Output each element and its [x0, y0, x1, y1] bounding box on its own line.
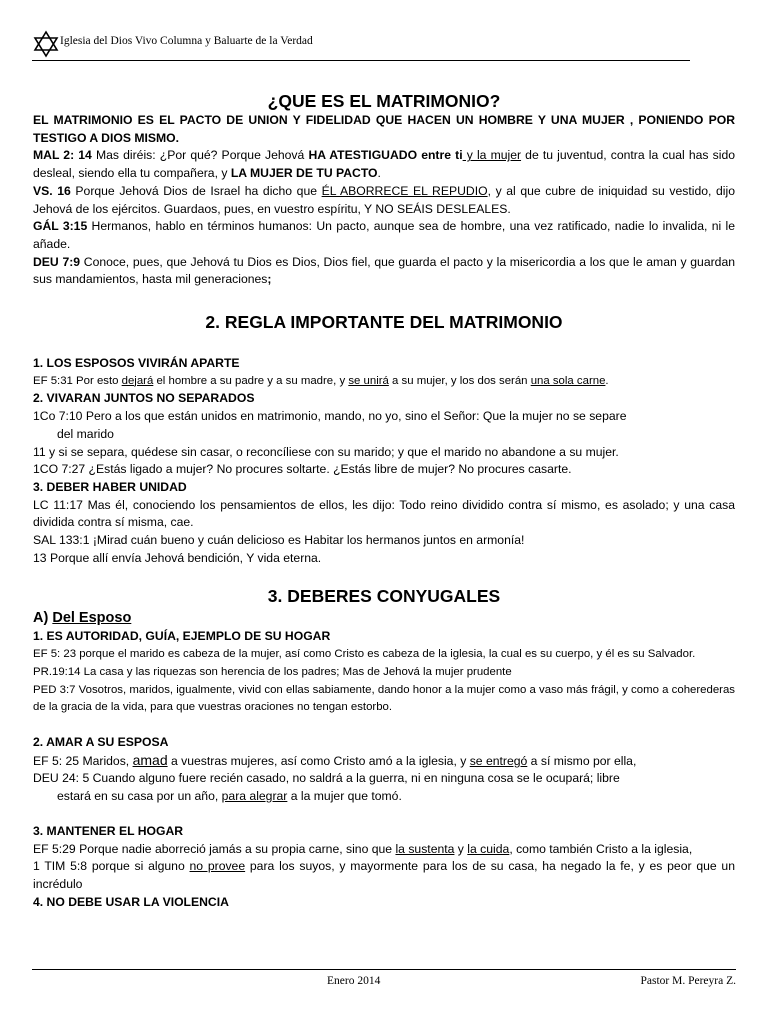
verse-underline: y la mujer: [462, 148, 522, 163]
verse-gal-3-15: [33, 218, 735, 253]
verse-1co-7-27: 1CO 7:27 ¿Estás ligado a mujer? No procures soltarte. ¿Estás libre de mujer? No procures casarte.: [33, 462, 572, 477]
verse-ef-5-29: [33, 841, 735, 859]
page-footer: [32, 969, 736, 987]
duty-heading: 4. NO DEBE USAR LA VIOLENCIA: [33, 894, 229, 909]
verse-underline: ÉL ABORRECE EL REPUDIO: [321, 183, 488, 198]
verse-text: a su mujer, y los dos serán: [388, 374, 531, 387]
verse-text: 1 TIM 5:8 porque si alguno: [33, 859, 190, 874]
verse-11: 11 y si se separa, quédese sin casar, o reconcíliese con su marido; y que el marido no abandone a su mujer.: [33, 444, 619, 459]
verse-text: .: [605, 374, 609, 387]
verse-text: EF 5:29 Porque nadie aborreció jamás a su propia carne, sino que: [33, 841, 396, 856]
section-title-regla: 2. REGLA IMPORTANTE DEL MATRIMONIO: [205, 312, 563, 333]
rule-heading: 1. LOS ESPOSOS VIVIRÁN APARTE: [33, 356, 240, 371]
rule-heading: 2. VIVARAN JUNTOS NO SEPARADOS: [33, 391, 255, 406]
verse-text: estará en su casa por un año,: [57, 789, 222, 804]
verse-text: EF 5: 25 Maridos,: [33, 753, 133, 768]
footer-author: Pastor M. Pereyra Z.: [640, 975, 736, 987]
subsection-prefix: A): [33, 610, 53, 627]
verse-text: Conoce, pues, que Jehová tu Dios es Dios, Dios fiel, que guarda el pacto y la misericordia a los que le aman y guardan sus mandamientos, hasta mil generaciones: [33, 254, 736, 287]
verse-text: Porque Jehová Dios de Israel ha dicho que: [70, 183, 322, 198]
verse-underline: se unirá: [348, 374, 389, 387]
verse-1tim-5-8: [33, 858, 735, 893]
verse-text: a la mujer que tomó.: [287, 789, 402, 804]
verse-ref: VS. 16: [33, 183, 71, 198]
verse-deu-24-5-cont: [33, 788, 735, 806]
verse-ref: GÁL 3:15: [33, 219, 88, 234]
star-of-david-icon: [32, 30, 60, 58]
organization-name: Iglesia del Dios Vivo Columna y Baluarte de la Verdad: [60, 35, 313, 47]
verse-emphasis: LA MUJER DE TU PACTO: [230, 166, 378, 181]
verse-ref: MAL 2: 14: [33, 148, 92, 163]
verse-1co-7-10: 1Co 7:10 Pero a los que están unidos en matrimonio, mando, no yo, sino el Señor: Que la mujer no se separe: [33, 409, 627, 424]
verse-underline: para alegrar: [221, 789, 288, 804]
rule-heading: 3. DEBER HABER UNIDAD: [33, 479, 187, 494]
verse-ped-3-7: PED 3:7 Vosotros, maridos, igualmente, vivid con ellas sabiamente, dando honor a la mujer como a vaso más frágil, y como a coherederas de la gracia de la vida, para que vuestras oraciones no tengan estorbo.: [33, 683, 735, 714]
verse-emphasis: entre ti: [421, 148, 463, 163]
verse-ef-5-23: EF 5: 23 porque el marido es cabeza de la mujer, así como Cristo es cabeza de la iglesia, la cual es su cuerpo, y él es su Salvador.: [33, 648, 696, 661]
verse-text: .: [377, 166, 381, 181]
verse-text: el hombre a su padre y a su madre, y: [153, 374, 349, 387]
verse-text: Por esto: [72, 374, 122, 387]
verse-emphasis: HA ATESTIGUADO: [308, 148, 418, 163]
verse-vs-16: [33, 183, 735, 218]
verse-13: 13 Porque allí envía Jehová bendición, Y vida eterna.: [33, 550, 322, 565]
verse-pr-19-14: PR.19:14 La casa y las riquezas son herencia de los padres; Mas de Jehová la mujer prudente: [33, 665, 512, 678]
duty-heading: 2. AMAR A SU ESPOSA: [33, 734, 169, 749]
verse-text: y: [454, 841, 468, 856]
verse-underline: dejará: [121, 374, 154, 387]
verse-text: a sí mismo por ella,: [527, 753, 637, 768]
verse-ef-5-25: [33, 752, 735, 771]
subsection-label: Del Esposo: [52, 610, 132, 627]
verse-text: ;: [267, 272, 272, 287]
verse-text: , y al que cubre de iniquidad su vestido, dijo Jehová de los ejércitos. Guardaos, pues, en vuestro espíritu, Y NO SEÁIS DESLEALES.: [33, 183, 735, 216]
verse-ef-5-31: [33, 373, 735, 391]
verse-underline: se entregó: [469, 753, 528, 768]
verse-underline: la cuida: [467, 841, 510, 856]
verse-text: Mas diréis: ¿Por qué? Porque Jehová: [91, 148, 309, 163]
section-title-matrimonio: ¿QUE ES EL MATRIMONIO?: [267, 91, 501, 111]
verse-ref: DEU 7:9: [33, 254, 81, 269]
duty-heading: 1. ES AUTORIDAD, GUÍA, EJEMPLO DE SU HOGAR: [33, 629, 331, 644]
verse-underline: amad: [132, 751, 168, 768]
verse-text: para los suyos, y mayormente para los de su casa, ha negado la fe, y es peor que un incrédulo: [33, 859, 735, 891]
verse-text: de tu juventud, contra la cual has sido desleal, siendo ella tu compañera, y: [33, 148, 736, 181]
verse-ref: EF 5:31: [33, 374, 73, 387]
verse-deu-24-5: DEU 24: 5 Cuando alguno fuere recién casado, no saldrá a la guerra, ni en ninguna cosa se le ocupará; libre: [33, 771, 620, 786]
duty-heading: 3. MANTENER EL HOGAR: [33, 823, 184, 838]
definition-text: EL MATRIMONIO ES EL PACTO DE UNION Y FIDELIDAD QUE HACEN UN HOMBRE Y UNA MUJER , PONIENDO POR TESTIGO A DIOS MISMO.: [33, 113, 735, 145]
section-title-deberes: 3. DEBERES CONYUGALES: [267, 586, 501, 607]
document-body: [33, 90, 735, 911]
verse-underline: una sola carne: [530, 374, 606, 387]
verse-mal-2-14: [33, 147, 735, 182]
verse-1co-7-10-cont: del marido: [57, 426, 114, 441]
verse-underline: la sustenta: [395, 841, 455, 856]
verse-text: Hermanos, hablo en términos humanos: Un pacto, aunque sea de hombre, una vez ratificado, nadie lo invalida, ni le añade.: [33, 219, 735, 251]
subsection-del-esposo: [33, 609, 735, 628]
verse-underline: no provee: [189, 859, 246, 874]
verse-lc-11-17: LC 11:17 Mas él, conociendo los pensamientos de ellos, les dijo: Todo reino dividido contra sí mismo, es asolado; y una casa dividida contra sí misma, cae.: [33, 497, 735, 530]
verse-text: , como también Cristo a la iglesia,: [509, 841, 693, 856]
page-header: [32, 30, 690, 61]
footer-date: Enero 2014: [327, 975, 381, 987]
verse-text: a vuestras mujeres, así como Cristo amó a la iglesia, y: [167, 753, 470, 768]
verse-sal-133-1: SAL 133:1 ¡Mirad cuán bueno y cuán delicioso es Habitar los hermanos juntos en armonía!: [33, 533, 525, 548]
verse-deu-7-9: [33, 254, 735, 289]
